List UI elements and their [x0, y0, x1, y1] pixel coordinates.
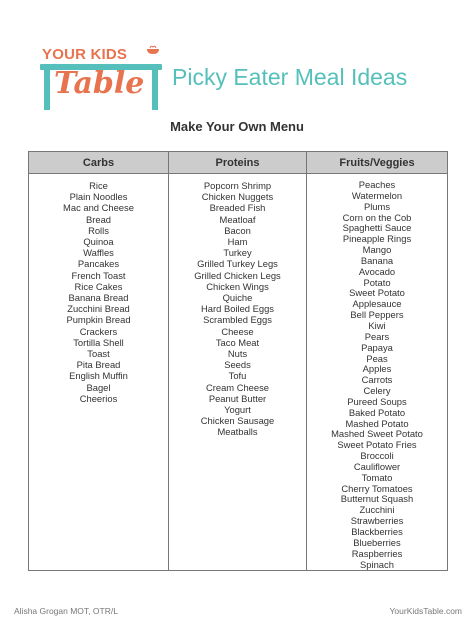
list-item: Popcorn Shrimp [203, 180, 272, 191]
list-item: Meatloaf [219, 213, 256, 225]
list-item: Breaded Fish [209, 202, 266, 214]
list-item: Zucchini Bread [67, 303, 130, 315]
list-item: Bell Peppers [350, 309, 404, 321]
fruits-veggies-list [307, 180, 447, 570]
list-item: Kiwi [368, 319, 386, 331]
list-item: Rice [89, 180, 108, 191]
list-item: Mashed Sweet Potato [331, 428, 423, 440]
list-item: Scrambled Eggs [203, 314, 272, 326]
list-item: Rolls [88, 224, 109, 236]
list-item: Peas [366, 352, 388, 364]
list-item: Peaches [358, 179, 396, 190]
list-item: Tofu [228, 370, 247, 382]
footer-author: Alisha Grogan MOT, OTR/L [14, 606, 118, 616]
page-title: Picky Eater Meal Ideas [172, 64, 408, 90]
list-item: Seeds [224, 359, 251, 371]
list-item: Tortilla Shell [73, 336, 124, 348]
logo-text-top: YOUR KIDS [42, 46, 128, 63]
list-item: Tomato [361, 471, 393, 483]
list-item: Carrots [361, 374, 393, 386]
list-item: Mac and Cheese [63, 202, 134, 214]
list-item: Banana [360, 254, 394, 266]
column-header-fruits-veggies: Fruits/Veggies [307, 152, 447, 174]
list-item: Pita Bread [76, 359, 121, 371]
list-item: Rice Cakes [74, 280, 123, 292]
list-item: Plain Noodles [69, 191, 128, 203]
list-item: Cream Cheese [205, 381, 270, 393]
list-item: Pumpkin Bread [66, 314, 131, 326]
list-item: Zucchini [359, 504, 395, 516]
list-item: Bread [85, 213, 112, 225]
list-item: Sweet Potato [349, 287, 405, 299]
list-item: Butternut Squash [340, 493, 414, 505]
list-item: Sweet Potato Fries [337, 439, 417, 451]
list-item: Mashed Potato [345, 417, 409, 429]
list-item: Ham [227, 236, 248, 248]
list-item: Pureed Soups [347, 395, 407, 407]
list-item: Bacon [224, 224, 251, 236]
list-item: Strawberries [350, 515, 404, 527]
list-item: Banana Bread [68, 292, 129, 304]
column-header-carbs: Carbs [29, 152, 168, 174]
list-item: Yogurt [224, 404, 251, 416]
list-item: Corn on the Cob [342, 211, 412, 223]
list-item: Celery [363, 385, 391, 397]
list-item: Hard Boiled Eggs [201, 303, 274, 315]
list-item: Grilled Chicken Legs [194, 269, 281, 281]
list-item: Pancakes [77, 258, 120, 270]
list-item: Applesauce [352, 298, 402, 310]
list-item: Potato [363, 276, 391, 288]
logo-table-leg-left [44, 70, 50, 110]
logo-text-script: Table [54, 66, 145, 101]
list-item: Taco Meat [215, 336, 260, 348]
list-item: Pears [364, 330, 390, 342]
list-item: Cheese [221, 325, 254, 337]
page-subtitle: Make Your Own Menu [170, 119, 304, 134]
list-item: Peanut Butter [208, 392, 267, 404]
list-item: Watermelon [351, 189, 403, 201]
footer-website: YourKidsTable.com [389, 606, 462, 616]
list-item: Raspberries [351, 547, 403, 559]
list-item: Cheerios [79, 392, 118, 404]
list-item: Spinach [360, 558, 394, 570]
logo-table-leg-right [152, 70, 158, 110]
list-item: Blackberries [351, 526, 403, 537]
list-item: Apples [362, 363, 392, 375]
list-item: Baked Potato [348, 406, 406, 418]
list-item: Chicken Sausage [200, 415, 275, 427]
list-item: Mango [362, 244, 392, 256]
list-item: Spaghetti Sauce [342, 222, 412, 234]
list-item: Bagel [86, 381, 111, 393]
list-item: Chicken Nuggets [201, 191, 274, 203]
list-item: Papaya [361, 341, 393, 353]
list-item: Quiche [222, 292, 253, 304]
list-item: Crackers [79, 325, 118, 337]
list-item: Pineapple Rings [342, 233, 412, 245]
list-item: Chicken Wings [206, 280, 269, 292]
list-item: English Muffin [69, 370, 128, 382]
brand-logo [38, 42, 164, 112]
list-item: Quinoa [83, 236, 114, 248]
list-item: Meatballs [217, 426, 258, 438]
list-item: Blueberries [353, 536, 401, 548]
column-header-proteins: Proteins [169, 152, 306, 174]
proteins-list [169, 180, 306, 438]
list-item: Cherry Tomatoes [341, 482, 413, 494]
list-item: French Toast [71, 269, 126, 281]
list-item: Cauliflower [353, 460, 401, 472]
list-item: Broccoli [360, 450, 394, 462]
list-item: Plums [363, 200, 391, 212]
bowl-icon [146, 45, 160, 55]
list-item: Grilled Turkey Legs [197, 258, 278, 270]
menu-table [28, 151, 448, 571]
list-item: Waffles [83, 247, 114, 259]
list-item: Toast [87, 348, 110, 360]
carbs-list [29, 180, 168, 404]
list-item: Turkey [223, 247, 252, 259]
list-item: Nuts [227, 348, 248, 360]
list-item: Avocado [358, 265, 396, 277]
